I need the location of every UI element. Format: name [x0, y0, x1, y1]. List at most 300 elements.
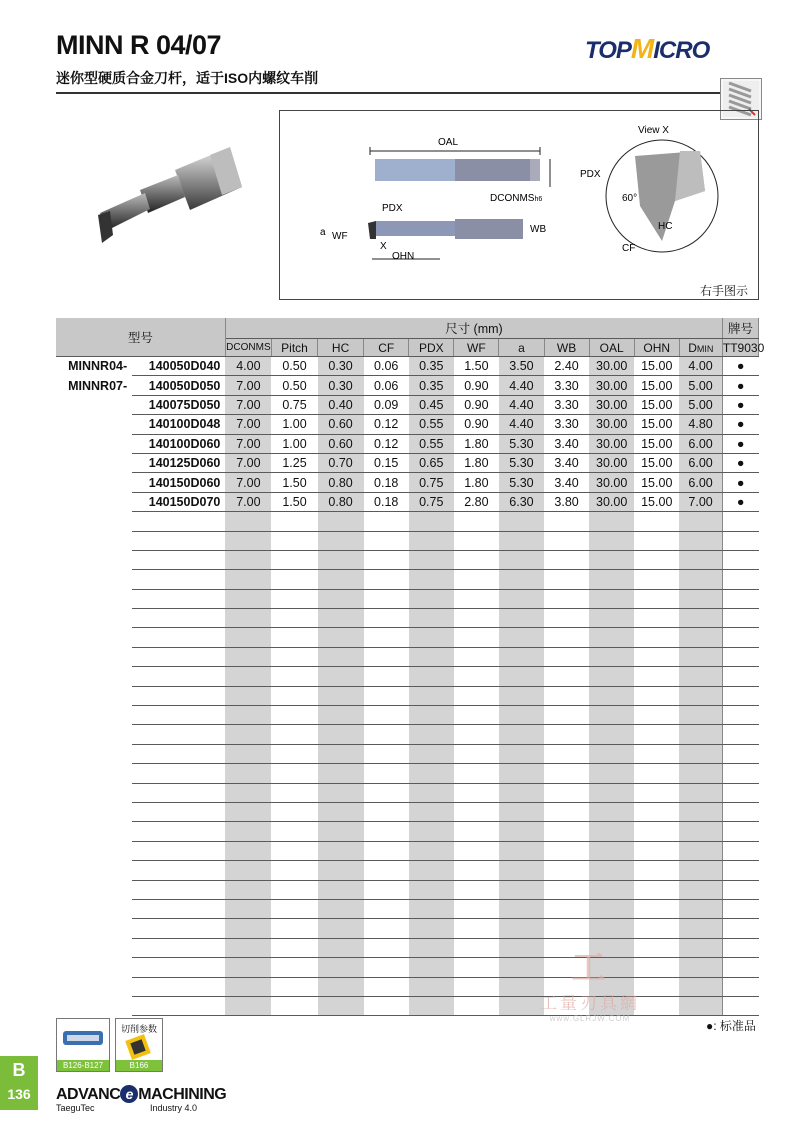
cell-value — [409, 550, 454, 569]
cell-value — [499, 764, 544, 783]
grade-availability — [722, 977, 758, 996]
cell-value — [364, 744, 409, 763]
cell-value — [679, 764, 722, 783]
insert-holder-icon — [57, 1019, 109, 1059]
cell-value: 15.00 — [634, 473, 679, 492]
table-row — [56, 434, 759, 453]
cell-value: 30.00 — [589, 395, 634, 414]
model-prefix — [56, 899, 132, 918]
cell-value — [364, 938, 409, 957]
model-code — [132, 899, 225, 918]
cell-value — [589, 880, 634, 899]
model-code: 140125D060 — [132, 453, 225, 472]
cell-value — [271, 647, 317, 666]
view-x-label: View X — [638, 125, 669, 136]
legend: ●: 标准品 — [706, 1019, 756, 1033]
empty-row — [56, 570, 759, 589]
empty-row — [56, 802, 759, 821]
dim-oal: OAL — [438, 137, 459, 148]
cell-value: 3.40 — [544, 434, 589, 453]
cell-value — [634, 899, 679, 918]
cell-value — [544, 512, 589, 531]
cell-value — [409, 725, 454, 744]
col-header-model: 型号 — [56, 318, 225, 357]
tool-photo — [80, 135, 255, 260]
cell-value — [225, 919, 271, 938]
cell-value: 30.00 — [589, 415, 634, 434]
cell-value — [634, 531, 679, 550]
cell-value: 0.30 — [318, 376, 364, 395]
cell-value — [454, 802, 499, 821]
cell-value — [499, 919, 544, 938]
cell-value — [589, 822, 634, 841]
model-code: 140100D048 — [132, 415, 225, 434]
cell-value — [454, 783, 499, 802]
cell-value — [318, 628, 364, 647]
cell-value — [499, 802, 544, 821]
empty-row — [56, 589, 759, 608]
col-header-hc: HC — [318, 339, 364, 357]
cell-value — [454, 647, 499, 666]
ref-cutting-data-label: B166 — [116, 1060, 162, 1071]
grade-availability — [722, 919, 758, 938]
model-prefix — [56, 841, 132, 860]
ref-cutting-data-thumbnail[interactable] — [115, 1018, 163, 1072]
cell-value — [634, 919, 679, 938]
cell-value — [364, 667, 409, 686]
table-row — [56, 395, 759, 414]
cell-value — [679, 802, 722, 821]
grade-availability — [722, 628, 758, 647]
cell-value: 30.00 — [589, 357, 634, 376]
cell-value: 1.80 — [454, 473, 499, 492]
cell-value — [318, 996, 364, 1015]
cell-value — [318, 531, 364, 550]
thread-angle: 60° — [622, 193, 638, 204]
cell-value — [364, 686, 409, 705]
cell-value — [679, 686, 722, 705]
col-header-wf: WF — [454, 339, 499, 357]
cell-value — [454, 996, 499, 1015]
cell-value — [271, 570, 317, 589]
cell-value — [679, 570, 722, 589]
cell-value — [679, 919, 722, 938]
taegutec-text: TaeguTec — [56, 1103, 95, 1113]
cell-value — [589, 531, 634, 550]
header-rule — [56, 92, 758, 94]
model-code — [132, 550, 225, 569]
cell-value — [225, 647, 271, 666]
empty-row — [56, 725, 759, 744]
cell-value — [589, 841, 634, 860]
model-code: 140100D060 — [132, 434, 225, 453]
cell-value: 1.25 — [271, 453, 317, 472]
cell-value: 0.35 — [409, 376, 454, 395]
model-code — [132, 977, 225, 996]
cell-value — [679, 512, 722, 531]
cell-value: 6.00 — [679, 434, 722, 453]
cell-value: 1.50 — [271, 492, 317, 511]
cell-value — [454, 550, 499, 569]
cell-value: 0.90 — [454, 376, 499, 395]
cell-value: 7.00 — [679, 492, 722, 511]
grade-availability — [722, 938, 758, 957]
empty-row — [56, 744, 759, 763]
empty-row — [56, 958, 759, 977]
cell-value — [364, 725, 409, 744]
cell-value — [589, 628, 634, 647]
cell-value — [409, 841, 454, 860]
section-tab — [0, 1056, 38, 1110]
cell-value — [225, 725, 271, 744]
grade-availability: ● — [722, 395, 758, 414]
cell-value — [634, 609, 679, 628]
grade-availability — [722, 570, 758, 589]
grade-availability — [722, 667, 758, 686]
cell-value — [454, 512, 499, 531]
cell-value: 15.00 — [634, 453, 679, 472]
cell-value: 4.80 — [679, 415, 722, 434]
cell-value — [589, 764, 634, 783]
table-row — [56, 376, 759, 395]
cell-value — [409, 919, 454, 938]
model-prefix — [56, 395, 132, 414]
cell-value — [589, 725, 634, 744]
cell-value — [271, 609, 317, 628]
empty-row — [56, 919, 759, 938]
watermark-url: www.GLRJW.COM — [549, 1014, 631, 1023]
cell-value — [634, 938, 679, 957]
cell-value — [499, 899, 544, 918]
cell-value — [454, 628, 499, 647]
empty-row — [56, 531, 759, 550]
cell-value — [589, 609, 634, 628]
grade-availability — [722, 802, 758, 821]
model-code — [132, 919, 225, 938]
cell-value — [409, 744, 454, 763]
col-header-pitch: Pitch — [271, 339, 317, 357]
cell-value: 0.60 — [318, 415, 364, 434]
model-prefix — [56, 531, 132, 550]
empty-row — [56, 977, 759, 996]
col-header-dconms: DCONMS — [225, 339, 271, 357]
cell-value — [544, 550, 589, 569]
cell-value: 6.00 — [679, 453, 722, 472]
cell-value — [454, 686, 499, 705]
table-row — [56, 357, 759, 376]
cell-value — [364, 861, 409, 880]
cell-value — [364, 822, 409, 841]
cell-value — [271, 725, 317, 744]
model-code — [132, 841, 225, 860]
cell-value: 1.80 — [454, 434, 499, 453]
cell-value — [589, 919, 634, 938]
grade-availability — [722, 686, 758, 705]
ref-insert-thumbnail[interactable] — [56, 1018, 110, 1072]
grade-availability — [722, 550, 758, 569]
cell-value — [409, 861, 454, 880]
cell-value: 0.75 — [271, 395, 317, 414]
cell-value: 0.90 — [454, 395, 499, 414]
cell-value: 30.00 — [589, 376, 634, 395]
cell-value: 0.45 — [409, 395, 454, 414]
cell-value — [499, 880, 544, 899]
cell-value — [679, 531, 722, 550]
cell-value — [544, 647, 589, 666]
cell-value — [589, 570, 634, 589]
cell-value: 0.65 — [409, 453, 454, 472]
empty-row — [56, 550, 759, 569]
cell-value: 7.00 — [225, 453, 271, 472]
cell-value — [409, 802, 454, 821]
grade-availability: ● — [722, 357, 758, 376]
cell-value — [364, 802, 409, 821]
model-code — [132, 512, 225, 531]
cell-value — [225, 938, 271, 957]
cell-value: 0.18 — [364, 492, 409, 511]
cell-value — [679, 977, 722, 996]
cell-value — [409, 628, 454, 647]
cell-value — [634, 841, 679, 860]
cell-value — [634, 570, 679, 589]
cell-value — [271, 667, 317, 686]
cell-value — [318, 802, 364, 821]
cell-value: 3.30 — [544, 376, 589, 395]
cell-value: 0.40 — [318, 395, 364, 414]
cell-value — [544, 861, 589, 880]
cell-value — [271, 589, 317, 608]
cell-value — [544, 764, 589, 783]
empty-row — [56, 686, 759, 705]
cell-value: 15.00 — [634, 434, 679, 453]
table-row — [56, 453, 759, 472]
dim-cf: CF — [622, 243, 636, 254]
diagram-note: 右手图示 — [700, 284, 749, 298]
ref-cutting-data-title: 切削参数 — [120, 1024, 157, 1034]
model-prefix — [56, 744, 132, 763]
cell-value — [679, 861, 722, 880]
dim-pdx-view: PDX — [580, 169, 601, 180]
model-prefix — [56, 647, 132, 666]
model-prefix: MINNR04- — [68, 359, 128, 374]
model-code — [132, 764, 225, 783]
cell-value — [271, 899, 317, 918]
cell-value — [679, 550, 722, 569]
cell-value — [364, 512, 409, 531]
logo-text-left: TOP — [585, 37, 631, 64]
cell-value: 0.30 — [318, 357, 364, 376]
model-code — [132, 725, 225, 744]
cell-value — [589, 706, 634, 725]
cell-value — [364, 570, 409, 589]
cell-value — [271, 512, 317, 531]
model-prefix — [56, 609, 132, 628]
model-prefix — [56, 473, 132, 492]
grade-availability: ● — [722, 492, 758, 511]
cell-value: 0.12 — [364, 434, 409, 453]
cell-value — [499, 996, 544, 1015]
empty-row — [56, 880, 759, 899]
model-code — [132, 667, 225, 686]
cell-value — [679, 744, 722, 763]
dim-wb: WB — [530, 224, 547, 235]
cell-value — [589, 550, 634, 569]
cell-value: 0.35 — [409, 357, 454, 376]
cell-value — [318, 706, 364, 725]
cell-value — [499, 609, 544, 628]
cell-value — [364, 589, 409, 608]
cell-value — [544, 744, 589, 763]
cell-value — [225, 570, 271, 589]
cell-value — [454, 919, 499, 938]
cell-value: 0.06 — [364, 357, 409, 376]
cell-value — [454, 570, 499, 589]
watermark-glyph: 工 — [571, 949, 609, 987]
cell-value — [544, 628, 589, 647]
watermark — [540, 940, 640, 1023]
model-prefix — [56, 919, 132, 938]
model-prefix — [56, 996, 132, 1015]
cell-value — [318, 512, 364, 531]
cell-value: 2.80 — [454, 492, 499, 511]
empty-row — [56, 822, 759, 841]
cell-value: 0.70 — [318, 453, 364, 472]
cell-value — [364, 880, 409, 899]
cell-value — [364, 919, 409, 938]
empty-row — [56, 667, 759, 686]
model-code: 140050D050 — [132, 376, 225, 395]
cell-value: 0.80 — [318, 492, 364, 511]
grade-availability — [722, 744, 758, 763]
cell-value — [271, 706, 317, 725]
cell-value — [364, 647, 409, 666]
model-prefix — [56, 570, 132, 589]
model-prefix — [56, 764, 132, 783]
cell-value — [679, 706, 722, 725]
cell-value — [364, 628, 409, 647]
cell-value: 30.00 — [589, 492, 634, 511]
model-code — [132, 783, 225, 802]
cell-value: 0.55 — [409, 415, 454, 434]
empty-row — [56, 628, 759, 647]
cell-value — [589, 861, 634, 880]
col-header-wb: WB — [544, 339, 589, 357]
cell-value — [454, 822, 499, 841]
cell-value — [364, 841, 409, 860]
cell-value: 7.00 — [225, 434, 271, 453]
cell-value — [589, 802, 634, 821]
cell-value — [271, 996, 317, 1015]
cell-value — [409, 609, 454, 628]
cell-value — [271, 783, 317, 802]
model-prefix — [56, 725, 132, 744]
cell-value — [409, 822, 454, 841]
cell-value — [544, 880, 589, 899]
cell-value: 5.00 — [679, 395, 722, 414]
cell-value — [454, 938, 499, 957]
cell-value: 1.80 — [454, 453, 499, 472]
cell-value — [318, 783, 364, 802]
section-letter: B — [12, 1060, 26, 1080]
cell-value: 0.90 — [454, 415, 499, 434]
cell-value: 1.00 — [271, 434, 317, 453]
cell-value — [679, 899, 722, 918]
cell-value — [544, 570, 589, 589]
grade-availability: ● — [722, 415, 758, 434]
cell-value — [634, 996, 679, 1015]
cell-value: 7.00 — [225, 415, 271, 434]
cell-value — [634, 744, 679, 763]
cell-value — [454, 706, 499, 725]
cell-value: 0.18 — [364, 473, 409, 492]
cell-value — [225, 667, 271, 686]
grade-availability: ● — [722, 473, 758, 492]
cell-value — [679, 841, 722, 860]
grade-availability — [722, 764, 758, 783]
cell-value — [634, 589, 679, 608]
cell-value — [499, 861, 544, 880]
cell-value: 7.00 — [225, 492, 271, 511]
cell-value — [544, 899, 589, 918]
cell-value — [679, 880, 722, 899]
col-header-cf: CF — [364, 339, 409, 357]
cell-value: 30.00 — [589, 434, 634, 453]
cell-value — [454, 977, 499, 996]
cell-value — [225, 861, 271, 880]
cell-value: 5.00 — [679, 376, 722, 395]
cell-value — [499, 512, 544, 531]
grade-availability: ● — [722, 453, 758, 472]
cell-value — [318, 686, 364, 705]
model-code — [132, 647, 225, 666]
cell-value — [499, 570, 544, 589]
cell-value — [409, 512, 454, 531]
cell-value — [271, 550, 317, 569]
cell-value — [634, 764, 679, 783]
cell-value: 15.00 — [634, 415, 679, 434]
cell-value — [679, 938, 722, 957]
cell-value — [225, 550, 271, 569]
cell-value — [364, 899, 409, 918]
industry-text: Industry 4.0 — [150, 1103, 198, 1113]
cell-value — [679, 958, 722, 977]
cell-value — [589, 899, 634, 918]
model-prefix — [56, 958, 132, 977]
table-row — [56, 492, 759, 511]
model-code — [132, 589, 225, 608]
cell-value: 1.50 — [454, 357, 499, 376]
cell-value: 0.06 — [364, 376, 409, 395]
empty-row — [56, 938, 759, 957]
cell-value — [544, 783, 589, 802]
cell-value — [318, 609, 364, 628]
cell-value: 15.00 — [634, 357, 679, 376]
cell-value — [364, 531, 409, 550]
model-prefix — [56, 686, 132, 705]
cell-value — [634, 550, 679, 569]
cell-value — [499, 744, 544, 763]
cell-value — [225, 512, 271, 531]
empty-row — [56, 899, 759, 918]
cell-value — [454, 725, 499, 744]
cell-value: 3.40 — [544, 473, 589, 492]
cell-value — [454, 899, 499, 918]
cell-value — [544, 686, 589, 705]
grade-availability — [722, 841, 758, 860]
col-header-tt9030: TT9030 — [722, 340, 765, 355]
cell-value: 5.30 — [499, 473, 544, 492]
cell-value — [499, 977, 544, 996]
